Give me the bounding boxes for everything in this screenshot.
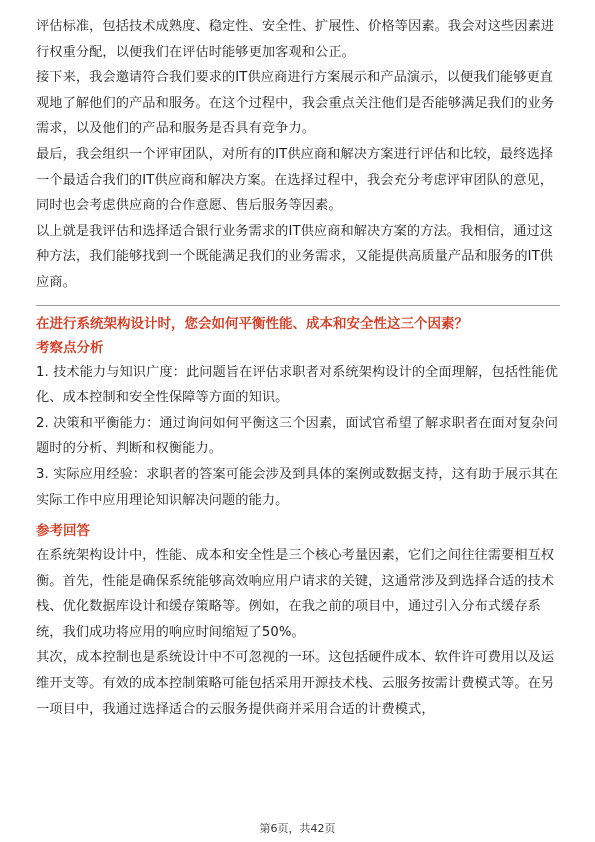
answer-heading: 参考回答	[36, 523, 90, 540]
intro-paragraph-1: 评估标准，包括技术成熟度、稳定性、安全性、扩展性、价格等因素。我会对这些因素进行权重分配，以便我们在评估时能够更加客观和公正。	[36, 19, 555, 60]
analysis-item-2: 2. 决策和平衡能力：通过询问如何平衡这三个因素，面试官希望了解求职者在面对复杂问题时的分析、判断和权衡能力。	[36, 415, 558, 457]
analysis-item-3: 3. 实际应用经验：求职者的答案可能会涉及到具体的案例或数据支持，这有助于展示其在实际工作中应用理论知识解决问题的能力。	[36, 466, 558, 508]
section-divider	[36, 305, 560, 306]
intro-paragraph-4: 以上就是我评估和选择适合银行业务需求的IT供应商和解决方案的方法。我相信，通过这种方法，我们能够找到一个既能满足我们的业务需求，又能提供高质量产品和服务的IT供应商。	[36, 223, 554, 290]
page-number: 第6页，共42页	[259, 822, 336, 835]
analysis-item-1: 1. 技术能力与知识广度：此问题旨在评估求职者对系统架构设计的全面理解，包括性能优化、成本控制和安全性保障等方面的知识。	[36, 364, 558, 406]
intro-paragraph-3: 最后，我会组织一个评审团队，对所有的IT供应商和解决方案进行评估和比较，最终选择一个最适合我们的IT供应商和解决方案。在选择过程中，我会充分考虑评审团队的意见，同时也会考虑供应商的合作意愿、售后服务等因素。	[36, 146, 554, 214]
answer-paragraph-2: 其次，成本控制也是系统设计中不可忽视的一环。这包括硬件成本、软件许可费用以及运维开支等。有效的成本控制策略可能包括采用开源技术栈、云服务按需计费模式等。在另一项目中，我通过选择适合的云服务提供商并采用合适的计费模式，	[36, 650, 555, 717]
answer-paragraph-1: 在系统架构设计中，性能、成本和安全性是三个核心考量因素，它们之间往往需要相互权衡。首先，性能是确保系统能够高效响应用户请求的关键，这通常涉及到选择合适的技术栈、优化数据库设计和缓存策略等。例如，在我之前的项目中，通过引入分布式缓存系统，我们成功将应用的响应时间缩短了50%。	[36, 548, 555, 640]
intro-paragraph-2: 接下来，我会邀请符合我们要求的IT供应商进行方案展示和产品演示，以便我们能够更直观地了解他们的产品和服务。在这个过程中，我会重点关注他们是否能够满足我们的业务需求，以及他们的产品和服务是否具有竞争力。	[36, 70, 555, 137]
analysis-heading: 考察点分析	[36, 339, 104, 356]
page-content	[36, 14, 560, 722]
question-title: 在进行系统架构设计时，您会如何平衡性能、成本和安全性这三个因素？	[36, 315, 468, 332]
